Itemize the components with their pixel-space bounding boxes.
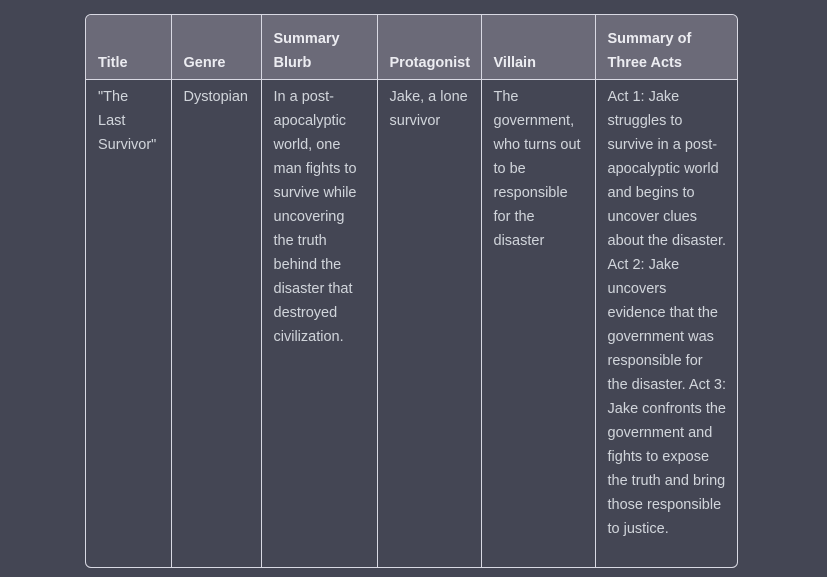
header-protagonist: Protagonist [377, 15, 481, 80]
table-row [86, 80, 737, 568]
story-table-container [85, 14, 738, 568]
story-table [86, 15, 737, 567]
cell-summary-three-acts: Act 1: Jake struggles to survive in a post-apocalyptic world and begins to uncover clues about the disaster. Act 2: Jake uncovers evidence that the government was responsible for the disaster. Act 3: Jake confronts the government and fights to expose the truth and bring those responsible to justice. [595, 80, 737, 568]
cell-summary-blurb: In a post-apocalyptic world, one man fights to survive while uncovering the truth behind the disaster that destroyed civilization. [261, 80, 377, 568]
cell-villain: The government, who turns out to be responsible for the disaster [481, 80, 595, 568]
header-summary-blurb: Summary Blurb [261, 15, 377, 80]
header-summary-three-acts: Summary of Three Acts [595, 15, 737, 80]
header-villain: Villain [481, 15, 595, 80]
header-genre: Genre [171, 15, 261, 80]
header-title: Title [86, 15, 171, 80]
cell-protagonist: Jake, a lone survivor [377, 80, 481, 568]
table-header-row [86, 15, 737, 80]
cell-genre: Dystopian [171, 80, 261, 568]
cell-title: "The Last Survivor" [98, 89, 157, 153]
